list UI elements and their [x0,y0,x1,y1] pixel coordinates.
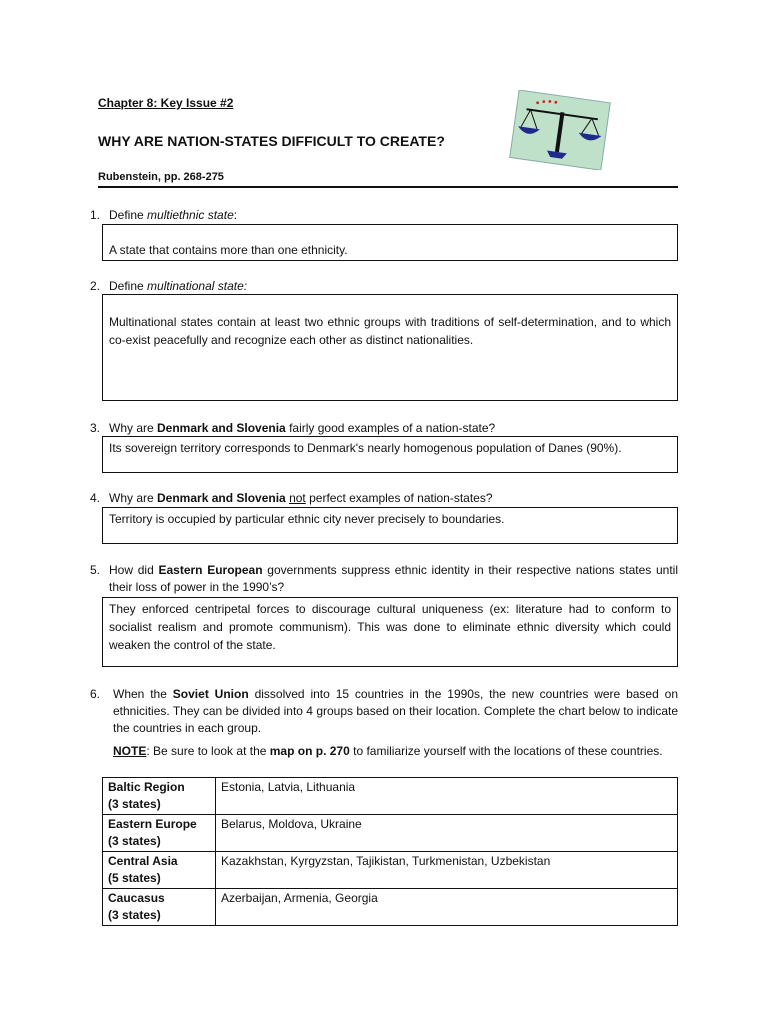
region-name-cell: Eastern Europe (3 states) [103,815,216,852]
table-row [103,778,678,815]
question-text: Why are Denmark and Slovenia fairly good examples of a nation-state? [109,421,496,435]
question-text: When the Soviet Union dissolved into 15 countries in the 1990s, the new countries were based on ethnicities. They can be divided into 4 groups based on their location. Complete the chart below to indicate the countries in each group. [113,687,679,735]
table-row [103,815,678,852]
answer-box-4[interactable] [102,507,678,544]
question-number: 6. [90,687,101,701]
table-row [103,889,678,926]
answer-box-3[interactable] [102,436,678,473]
region-name-cell: Baltic Region (3 states) [103,778,216,815]
question-number: 4. [90,491,101,505]
question-text: Define multinational state: [109,279,248,293]
source-reference: Rubenstein, pp. 268-275 [98,171,224,183]
chapter-heading: Chapter 8: Key Issue #2 [98,96,234,110]
answer-text: Territory is occupied by particular ethnic city never precisely to boundaries. [109,512,505,526]
question-number: 5. [90,563,101,577]
question-text: Why are Denmark and Slovenia not perfect examples of nation-states? [109,491,493,505]
answer-box-5[interactable] [102,597,678,667]
region-countries-cell[interactable]: Estonia, Latvia, Lithuania [216,778,678,815]
answer-text: Multinational states contain at least two ethnic groups with traditions of self-determination, and to which co-exist peacefully and recognize each other as distinct nationalities. [109,315,671,347]
answer-box-1[interactable] [102,224,678,261]
question-number: 3. [90,421,101,435]
page-title: WHY ARE NATION-STATES DIFFICULT TO CREATE? [98,133,445,149]
question-number: 2. [90,279,101,293]
question-number: 1. [90,208,101,222]
question-text: Define multiethnic state: [109,208,238,222]
answer-text: Its sovereign territory corresponds to Denmark's nearly homogenous population of Danes (90%). [109,441,622,455]
answer-text: A state that contains more than one ethnicity. [109,243,348,257]
region-table [102,777,678,926]
answer-text: They enforced centripetal forces to discourage cultural uniqueness (ex: literature had to conform to socialist realism and promote communism). This was done to eliminate ethnic diversity which could weaken the control of the state. [109,602,671,652]
header-divider [98,186,678,188]
note-text: NOTE: Be sure to look at the map on p. 270 to familiarize yourself with the locations of these countries. [113,744,663,758]
region-name-cell: Caucasus (3 states) [103,889,216,926]
region-countries-cell[interactable]: Kazakhstan, Kyrgyzstan, Tajikistan, Turkmenistan, Uzbekistan [216,852,678,889]
table-row [103,852,678,889]
region-name-cell: Central Asia (5 states) [103,852,216,889]
region-countries-cell[interactable]: Belarus, Moldova, Ukraine [216,815,678,852]
region-countries-cell[interactable]: Azerbaijan, Armenia, Georgia [216,889,678,926]
balance-scale-icon [504,90,614,170]
answer-box-2[interactable] [102,294,678,401]
question-text: How did Eastern European governments suppress ethnic identity in their respective nations states until their loss of power in the 1990’s? [109,563,678,594]
